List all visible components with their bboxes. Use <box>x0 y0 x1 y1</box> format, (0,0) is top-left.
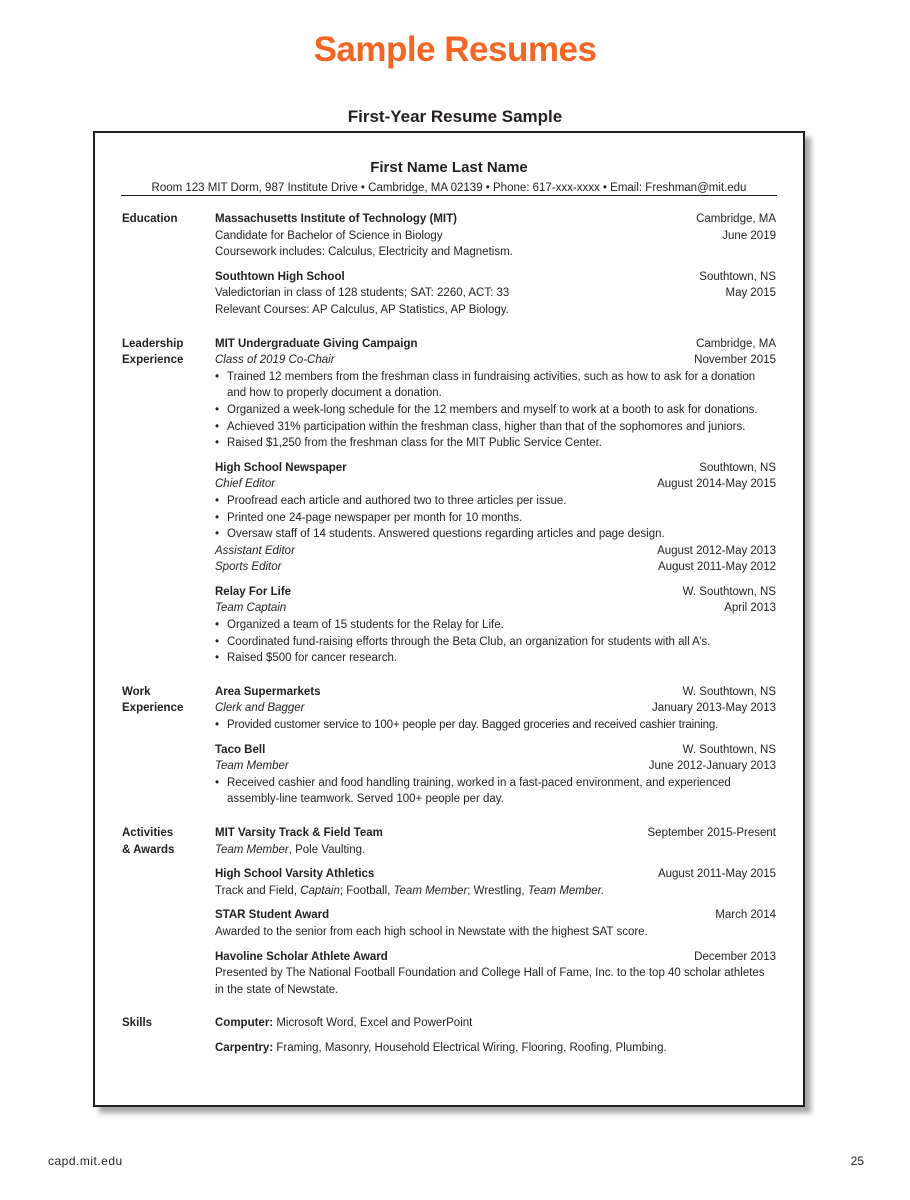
skill-entry: Carpentry: Framing, Masonry, Household Electrical Wiring, Flooring, Roofing, Plumbing. <box>215 1041 667 1054</box>
page-subtitle: First-Year Resume Sample <box>347 107 563 126</box>
entry-location: W. Southtown, NS <box>682 743 776 756</box>
entry-date: August 2011-May 2012 <box>657 561 776 574</box>
entry-location: Cambridge, MA <box>696 337 776 350</box>
entry-line: Team Member, Pole Vaulting. <box>215 843 366 856</box>
bullet-item: • Proofread each article and authored two to three articles per issue. <box>215 493 776 510</box>
activity-entry <box>215 949 776 999</box>
bullet-list <box>215 369 776 452</box>
entry-line: Valedictorian in class of 128 students; SAT: 2260, ACT: 33 <box>215 287 510 300</box>
bullet-item: • Provided customer service to 100+ people per day. Bagged groceries and received cashier training. <box>215 717 776 734</box>
entry-org: Havoline Scholar Athlete Award <box>215 950 388 963</box>
activity-entry <box>215 825 776 858</box>
section-label: Work Experience <box>122 685 184 715</box>
resume-sections <box>122 211 776 1074</box>
resume-card <box>93 131 805 1107</box>
bullet-list <box>215 493 776 543</box>
entry-line: Candidate for Bachelor of Science in Biology <box>215 229 443 242</box>
activities-section <box>122 825 776 998</box>
skill-entry: Computer: Microsoft Word, Excel and PowerPoint <box>215 1017 473 1030</box>
leadership-entry <box>215 460 776 576</box>
skills-section <box>122 1015 776 1056</box>
entry-date: January 2013-May 2013 <box>651 702 776 715</box>
section-label: Education <box>122 213 178 225</box>
section-label: Skills <box>122 1017 153 1030</box>
entry-location: Cambridge, MA <box>696 213 776 225</box>
resume-name: First Name Last Name <box>370 159 528 176</box>
entry-role: Assistant Editor <box>215 544 295 557</box>
entry-line: Relevant Courses: AP Calculus, AP Statistics, AP Biology. <box>215 303 509 316</box>
education-section <box>122 211 776 319</box>
entry-role: Chief Editor <box>215 478 276 491</box>
entry-org: STAR Student Award <box>215 909 330 922</box>
page-title: Sample Resumes <box>313 30 597 69</box>
resume-contact: Room 123 MIT Dorm, 987 Institute Drive • Cambridge, MA 02139 • Phone: 617-xxx-xxxx • Email: Freshman@mit.edu <box>151 182 747 194</box>
entry-role: Team Member <box>215 760 289 773</box>
bullet-item: • Raised $500 for cancer research. <box>215 650 776 667</box>
entry-line: Presented by The National Football Foundation and College Hall of Fame, Inc. to the top 40 scholar athletes in the state of Newstate. <box>215 967 765 996</box>
entry-date: December 2013 <box>694 950 776 963</box>
entry-org: High School Varsity Athletics <box>215 868 375 881</box>
entry-date: June 2012-January 2013 <box>648 760 776 773</box>
education-entry <box>215 211 776 261</box>
work-entry <box>215 742 776 808</box>
section-label: Activities & Awards <box>122 827 175 856</box>
bullet-list <box>215 617 776 667</box>
entry-date: September 2015-Present <box>647 827 776 839</box>
bullet-item: • Organized a week-long schedule for the 12 members and myself to work at a booth to ask for donations. <box>215 402 776 419</box>
work-entry <box>215 684 776 734</box>
entry-org: MIT Undergraduate Giving Campaign <box>215 337 418 350</box>
entry-date: November 2015 <box>694 354 776 367</box>
entry-role: Sports Editor <box>215 561 282 574</box>
page-number: 25 <box>850 1154 864 1168</box>
entry-date: June 2019 <box>722 229 776 242</box>
bullet-item: • Printed one 24-page newspaper per month for 10 months. <box>215 510 776 527</box>
activity-entry <box>215 907 776 940</box>
entry-location: W. Southtown, NS <box>682 685 776 698</box>
footer-url: capd.mit.edu <box>48 1154 123 1168</box>
entry-line: Coursework includes: Calculus, Electricity and Magnetism. <box>215 246 513 259</box>
entry-date: April 2013 <box>724 602 776 615</box>
entry-date: August 2014-May 2015 <box>657 478 776 491</box>
bullet-item: • Coordinated fund-raising efforts through the Beta Club, an organization for students with all A’s. <box>215 634 776 651</box>
entry-org: Massachusetts Institute of Technology (MIT) <box>215 213 457 225</box>
leadership-entry <box>215 584 776 667</box>
education-entry <box>215 269 776 319</box>
bullet-item: • Raised $1,250 from the freshman class for the MIT Public Service Center. <box>215 435 776 452</box>
bullet-item: • Trained 12 members from the freshman class in fundraising activities, such as how to ask for a donation and how to properly document a donation. <box>215 369 776 402</box>
section-label: Leadership Experience <box>122 337 184 367</box>
header-divider <box>121 195 777 196</box>
entry-location: W. Southtown, NS <box>682 585 776 598</box>
bullet-list <box>215 775 776 808</box>
entry-org: Area Supermarkets <box>215 685 321 698</box>
entry-org: Relay For Life <box>215 585 292 598</box>
bullet-list <box>215 717 776 734</box>
entry-role: Clerk and Bagger <box>215 702 305 715</box>
entry-date: August 2012-May 2013 <box>657 544 776 557</box>
entry-line: Awarded to the senior from each high school in Newstate with the highest SAT score. <box>215 925 648 938</box>
entry-role: Team Captain <box>215 602 287 615</box>
entry-org: Southtown High School <box>215 270 345 283</box>
entry-line: Track and Field, Captain; Football, Team Member; Wrestling, Team Member. <box>215 884 605 897</box>
entry-location: Southtown, NS <box>699 270 776 283</box>
entry-date: August 2011-May 2015 <box>657 868 776 881</box>
leadership-entry <box>215 336 776 452</box>
entry-org: MIT Varsity Track & Field Team <box>215 827 383 839</box>
bullet-item: • Achieved 31% participation within the freshman class, higher than that of the sophomores and juniors. <box>215 419 776 436</box>
entry-date: May 2015 <box>725 287 776 300</box>
activity-entry <box>215 866 776 899</box>
entry-org: High School Newspaper <box>215 461 347 474</box>
bullet-item: • Organized a team of 15 students for the Relay for Life. <box>215 617 776 634</box>
entry-role: Class of 2019 Co-Chair <box>215 354 335 367</box>
work-section <box>122 684 776 808</box>
resume-header <box>95 159 803 196</box>
entry-date: March 2014 <box>715 909 776 922</box>
leadership-section <box>122 336 776 667</box>
entry-location: Southtown, NS <box>699 461 776 474</box>
bullet-item: • Received cashier and food handling training, worked in a fast-paced environment, and experienced assembly-line teamwork. Served 100+ people per day. <box>215 775 776 808</box>
entry-org: Taco Bell <box>215 743 266 756</box>
bullet-item: • Oversaw staff of 14 students. Answered questions regarding articles and page design. <box>215 526 776 543</box>
